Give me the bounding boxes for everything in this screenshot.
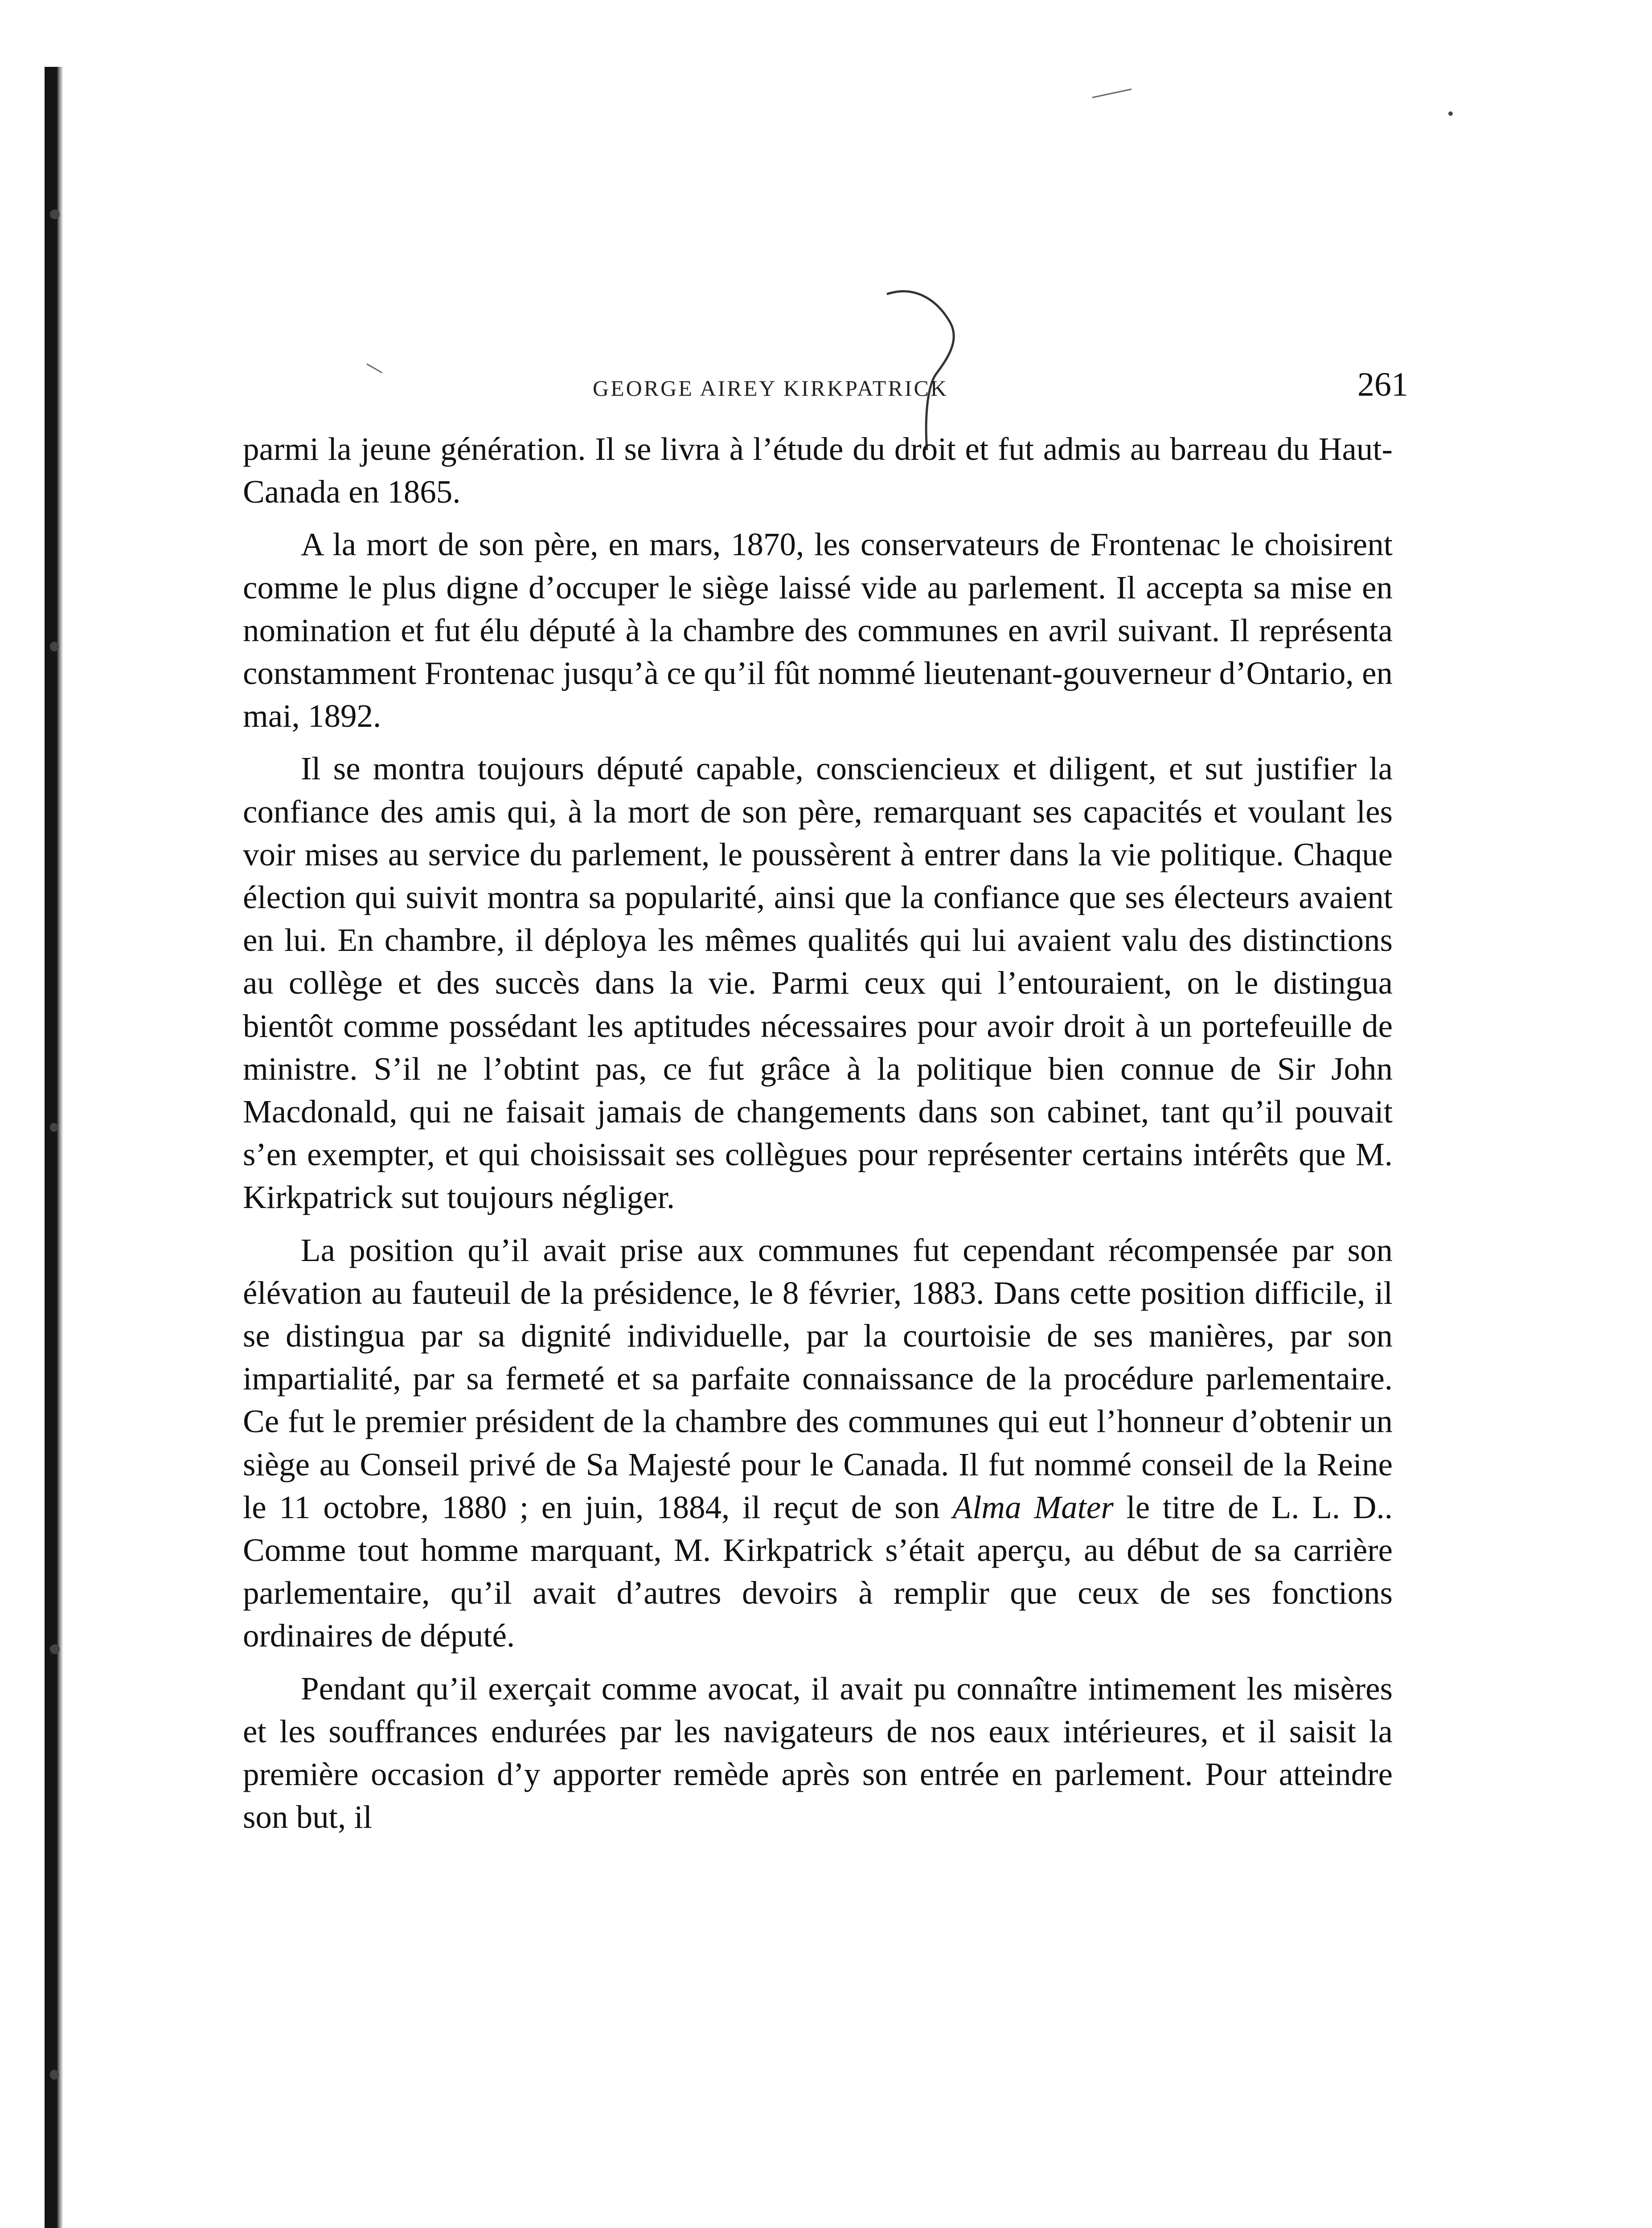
scan-mark	[1092, 89, 1132, 98]
paragraph: Pendant qu’il exerçait comme avocat, il avait pu connaître intimement les misères et les souffrances endurées par les navigateurs de nos eaux intérieures, et il saisit la première occasion d’y apporter remède après son entrée en parlement. Pour atteindre son but, il	[243, 1670, 1393, 1835]
scan-speck	[50, 1644, 60, 1654]
binding-shadow	[57, 67, 63, 2228]
paragraph-text: La position qu’il avait prise aux communes fut cependant récompensée par son élévation au fauteuil de la présidence, le 8 février, 1883. Dans cette position difficile, il se distingua par sa dignité individuelle, par la courtoisie de ses manières, par son impartialité, par sa fermeté et sa parfaite connaissance de la procédure parlementaire. Ce fut le premier président de la chambre des communes qui eut l’honneur d’obtenir un siège au Conseil privé de Sa Majesté pour le Canada. Il fut nommé conseil de la Reine le 11 octobre, 1880 ; en juin, 1884, il reçut de son	[243, 1232, 1393, 1525]
paragraph: A la mort de son père, en mars, 1870, les conservateurs de Frontenac le choisirent comme le plus digne d’occuper le siège laissé vide au parlement. Il accepta sa mise en nomination et fut élu député à la chambre des communes en avril suivant. Il représenta constamment Frontenac jusqu’à ce qu’il fût nommé lieutenant-gouverneur d’Ontario, en mai, 1892.	[243, 526, 1393, 734]
paragraph: Il se montra toujours député capable, consciencieux et diligent, et sut justifier la confiance des amis qui, à la mort de son père, remarquant ses capacités et voulant les voir mises au service du parlement, le poussèrent à entrer dans la vie politique. Chaque élection qui suivit montra sa popularité, ainsi que la confiance que ses électeurs avaient en lui. En chambre, il déploya les mêmes qualités qui lui avaient valu des distinctions au collège et des succès dans la vie. Parmi ceux qui l’entouraient, on le distingua bientôt comme possédant les aptitudes nécessaires pour avoir droit à un portefeuille de ministre. S’il ne l’obtint pas, ce fut grâce à la politique bien connue de Sir John Macdonald, qui ne faisait jamais de changements dans son cabinet, tant qu’il pouvait s’en exempter, et qui choisissait ses collègues pour représenter certains intérêts que M. Kirkpatrick sut toujours négliger.	[243, 750, 1393, 1216]
scan-mark	[366, 363, 382, 373]
page-number: 261	[1357, 366, 1408, 403]
italic-phrase: Alma Mater	[952, 1489, 1114, 1525]
scan-speck	[1448, 111, 1453, 116]
running-title: GEORGE AIREY KIRKPATRICK	[593, 376, 948, 401]
scan-speck	[50, 642, 59, 651]
scan-speck	[50, 2070, 59, 2080]
paragraph	[243, 1229, 1393, 1658]
binding-edge	[45, 67, 58, 2228]
paragraph: parmi la jeune génération. Il se livra à l’étude du droit et fut admis au barreau du Haut-Canada en 1865.	[243, 431, 1393, 510]
scan-speck	[50, 209, 60, 219]
scan-speck	[50, 1123, 58, 1132]
running-header	[593, 365, 1408, 410]
paragraph-text: le titre de L. L. D.. Comme tout homme marquant, M. Kirkpatrick s’était aperçu, au début de sa carrière parlementaire, qu’il avait d’autres devoirs à remplir que ceux de ses fonctions ordinaires de député.	[243, 1489, 1393, 1654]
body-text	[243, 428, 1393, 1849]
